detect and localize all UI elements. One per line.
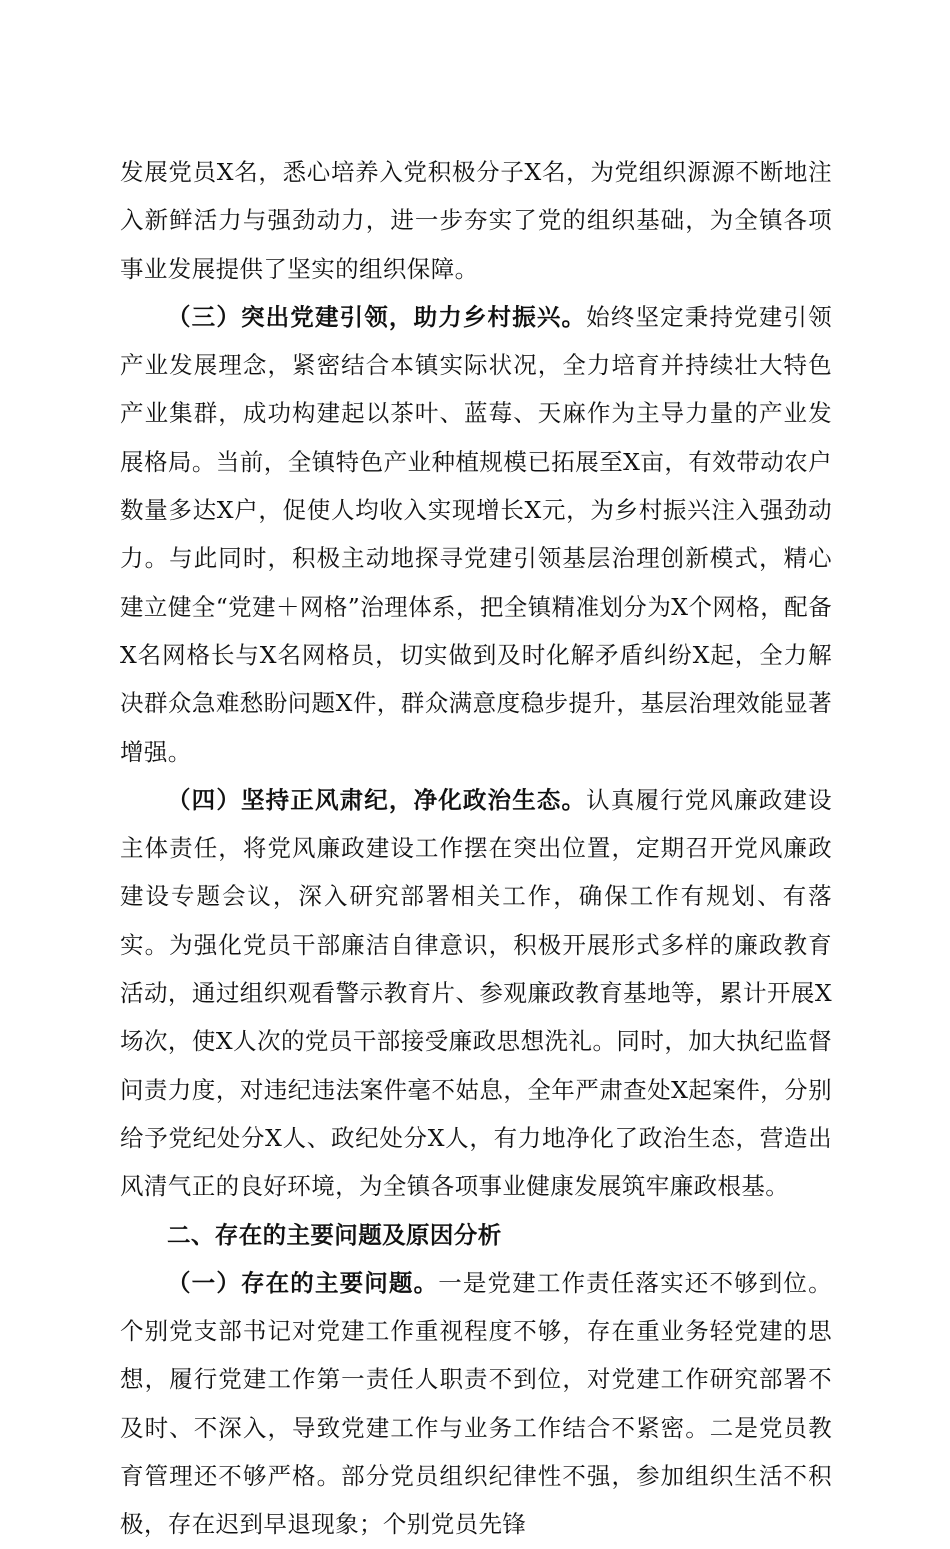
heading-problems-analysis: 二、存在的主要问题及原因分析 (167, 1220, 502, 1249)
problems-body: 一是党建工作责任落实还不够到位。个别党支部书记对党建工作重视程度不够，存在重业务轻党建的思想，履行党建工作第一责任人职责不到位，对党建工作研究部署不及时、不深入，导致党建工作与业务工作结合不紧密。二是党员教育管理还不够严格。部分党员组织纪律性不强，参加组织生活不积极，存在迟到早退现象；个别党员先锋 (120, 1268, 832, 1539)
section-3-lead: （三）突出党建引领，助力乡村振兴。 (167, 302, 587, 331)
paragraph-continuation: 发展党员X名，悉心培养入党积极分子X名，为党组织源源不断地注入新鲜活力与强劲动力，进一步夯实了党的组织基础，为全镇各项事业发展提供了坚实的组织保障。 (120, 158, 832, 283)
paragraph-section-3 (120, 293, 832, 776)
problems-lead: （一）存在的主要问题。 (167, 1268, 439, 1297)
document-body (120, 148, 832, 1549)
section-4-lead: （四）坚持正风肃纪，净化政治生态。 (167, 785, 587, 814)
paragraph-section-4 (120, 776, 832, 1211)
section-4-body: 认真履行党风廉政建设主体责任，将党风廉政建设工作摆在突出位置，定期召开党风廉政建设专题会议，深入研究部署相关工作，确保工作有规划、有落实。为强化党员干部廉洁自律意识，积极开展形式多样的廉政教育活动，通过组织观看警示教育片、参观廉政教育基地等，累计开展X场次，使X人次的党员干部接受廉政思想洗礼。同时，加大执纪监督问责力度，对违纪违法案件毫不姑息，全年严肃查处X起案件，分别给予党纪处分X人、政纪处分X人，有力地净化了政治生态，营造出风清气正的良好环境，为全镇各项事业健康发展筑牢廉政根基。 (120, 785, 832, 1201)
section-3-body: 始终坚定秉持党建引领产业发展理念，紧密结合本镇实际状况，全力培育并持续壮大特色产业集群，成功构建起以茶叶、蓝莓、天麻作为主导力量的产业发展格局。当前，全镇特色产业种植规模已拓展至X亩，有效带动农户数量多达X户，促使人均收入实现增长X元，为乡村振兴注入强劲动力。与此同时，积极主动地探寻党建引领基层治理创新模式，精心建立健全“党建＋网格”治理体系，把全镇精准划分为X个网格，配备X名网格长与X名网格员，切实做到及时化解矛盾纠纷X起，全力解决群众急难愁盼问题X件，群众满意度稳步提升，基层治理效能显著增强。 (120, 302, 832, 766)
paragraph-problems (120, 1259, 832, 1549)
